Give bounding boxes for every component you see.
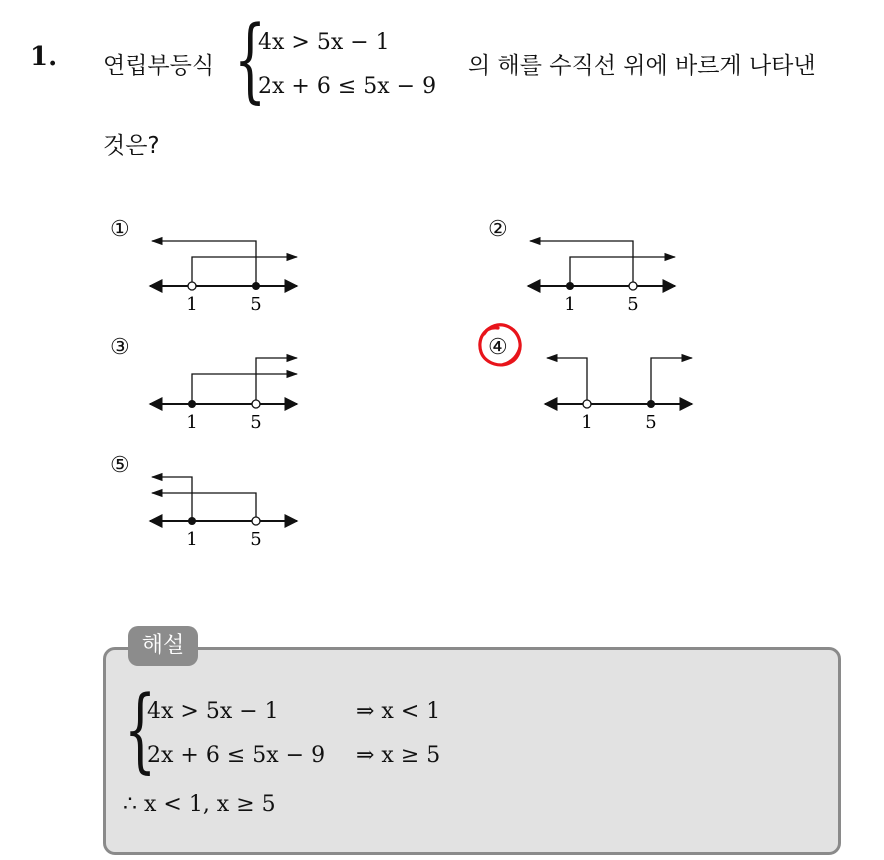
choice-1-label[interactable]: ① (110, 217, 130, 242)
choice-4-number-line[interactable] (545, 358, 692, 433)
question-prefix: 연립부등식 (103, 53, 215, 79)
choice-5-number-line[interactable] (150, 477, 297, 550)
open-dot (188, 282, 196, 290)
tick-label-1: 1 (186, 294, 198, 315)
choice-4-label[interactable]: ④ (488, 335, 508, 360)
solution-result-2: ⇒ x ≥ 5 (356, 743, 441, 768)
solution-ineq-1: 4x > 5x − 1 (147, 699, 279, 724)
question-number: 1. (30, 42, 58, 72)
question-line2: 것은? (103, 133, 160, 159)
closed-dot (566, 282, 574, 290)
tick-label-1: 1 (186, 529, 198, 550)
closed-dot (647, 400, 655, 408)
answer-mark-icon (480, 325, 520, 365)
tick-label-1: 1 (581, 412, 593, 433)
solution-conclusion: ∴ x < 1, x ≥ 5 (123, 792, 276, 817)
tick-label-1: 1 (564, 294, 576, 315)
choice-2-number-line[interactable] (528, 241, 675, 315)
choice-2-label[interactable]: ② (488, 217, 508, 242)
solution-ineq-2: 2x + 6 ≤ 5x − 9 (147, 743, 326, 768)
open-dot (252, 517, 260, 525)
open-dot (252, 400, 260, 408)
choice-3-label[interactable]: ③ (110, 335, 130, 360)
solution-brace: { (124, 676, 157, 783)
choice-3-number-line[interactable] (150, 358, 297, 433)
solution-tab: 해설 (128, 626, 198, 666)
choice-1-number-line[interactable] (150, 241, 297, 315)
tick-label-1: 1 (186, 412, 198, 433)
tick-label-5: 5 (250, 529, 262, 550)
closed-dot (252, 282, 260, 290)
closed-dot (188, 400, 196, 408)
tick-label-5: 5 (250, 412, 262, 433)
tick-label-5: 5 (627, 294, 639, 315)
tick-label-5: 5 (250, 294, 262, 315)
inequality-1: 4x > 5x − 1 (258, 30, 390, 55)
open-dot (583, 400, 591, 408)
closed-dot (188, 517, 196, 525)
system-brace: { (234, 6, 267, 113)
solution-result-1: ⇒ x < 1 (356, 699, 441, 724)
open-dot (629, 282, 637, 290)
choice-5-label[interactable]: ⑤ (110, 453, 130, 478)
tick-label-5: 5 (645, 412, 657, 433)
question-suffix: 의 해를 수직선 위에 바르게 나타낸 (468, 53, 816, 79)
inequality-2: 2x + 6 ≤ 5x − 9 (258, 74, 437, 99)
